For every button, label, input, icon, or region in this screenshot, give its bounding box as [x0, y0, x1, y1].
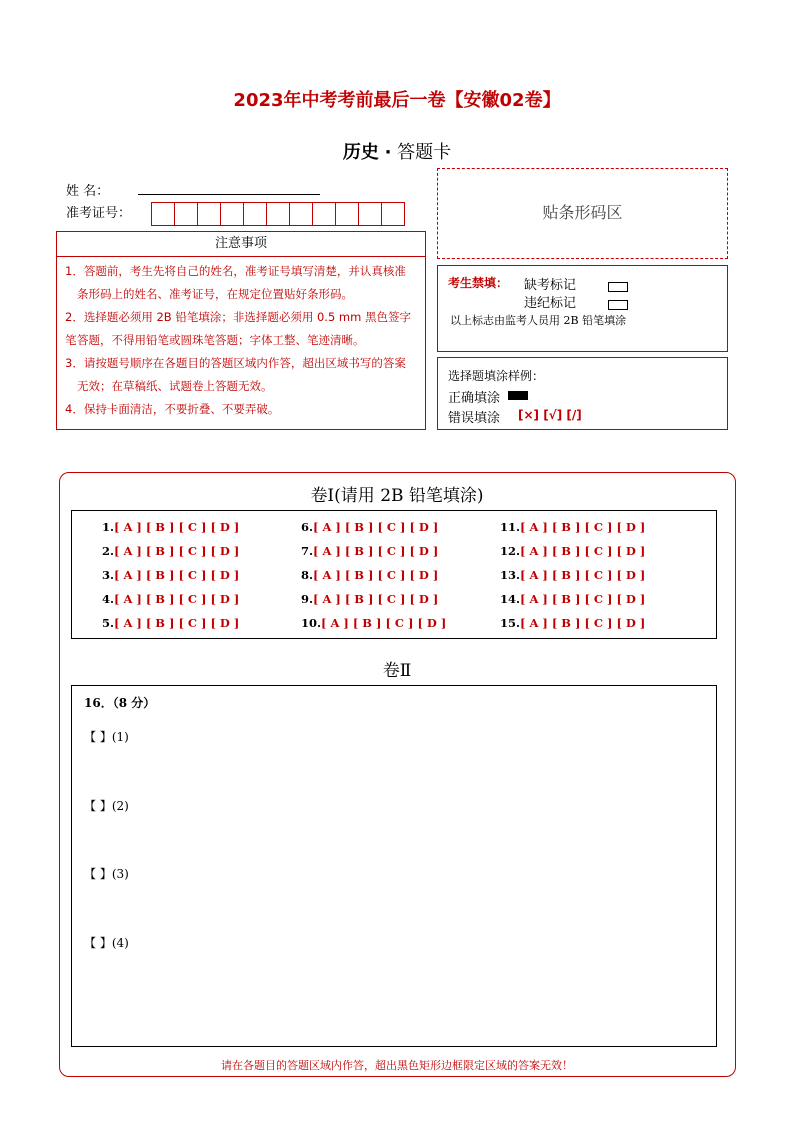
notice-line: 条形码上的姓名、准考证号，在规定位置贴好条形码。 [77, 287, 353, 301]
notice-line: 2．选择题必须用 2B 铅笔填涂；非选择题必须用 0.5 mm 黑色签字笔 [65, 310, 411, 347]
wrong-marks: [×] [√] [/] [518, 408, 582, 422]
mcq-question[interactable] [102, 520, 239, 534]
mcq-number: 2. [102, 544, 115, 558]
section2-title: 卷Ⅱ [382, 661, 412, 681]
mcq-options[interactable]: [ A ] [ B ] [ C ] [ D ] [114, 592, 240, 606]
absent-label: 缺考标记 [524, 278, 577, 293]
id-cell[interactable] [197, 202, 221, 226]
id-cell[interactable] [266, 202, 290, 226]
notice-heading: 注意事项 [57, 232, 425, 257]
notice-box [56, 231, 426, 430]
absent-markbox[interactable] [608, 276, 628, 295]
mcq-options[interactable]: [ A ] [ B ] [ C ] [ D ] [520, 544, 646, 558]
mcq-options[interactable]: [ A ] [ B ] [ C ] [ D ] [313, 544, 439, 558]
sample-label: 选择题填涂样例： [448, 369, 545, 383]
violation-markbox[interactable] [608, 294, 628, 313]
mcq-options[interactable]: [ A ] [ B ] [ C ] [ D ] [114, 568, 240, 582]
mcq-question[interactable] [301, 616, 446, 630]
mcq-options[interactable]: [ A ] [ B ] [ C ] [ D ] [313, 592, 439, 606]
id-cell[interactable] [220, 202, 244, 226]
mcq-options[interactable]: [ A ] [ B ] [ C ] [ D ] [520, 520, 646, 534]
mcq-options[interactable]: [ A ] [ B ] [ C ] [ D ] [114, 520, 240, 534]
mcq-options[interactable]: [ A ] [ B ] [ C ] [ D ] [520, 568, 646, 582]
name-field[interactable] [138, 193, 320, 195]
mcq-number: 12. [500, 544, 521, 558]
footer-warning: 请在各题目的答题区域内作答，超出黑色矩形边框限定区域的答案无效！ [221, 1059, 573, 1072]
id-cell[interactable] [151, 202, 175, 226]
violation-label: 违纪标记 [524, 296, 577, 311]
forbid-label: 考生禁填： [448, 276, 509, 290]
barcode-area: 贴条形码区 [437, 168, 728, 259]
q16-part: 【 】(4) [84, 936, 129, 950]
mcq-question[interactable] [301, 592, 438, 606]
q16-part: 【 】(3) [84, 867, 129, 881]
id-cell[interactable] [312, 202, 336, 226]
q16-part: 【 】(2) [84, 799, 129, 813]
mcq-number: 1. [102, 520, 115, 534]
mcq-question[interactable] [102, 544, 239, 558]
name-label: 姓 名： [66, 184, 110, 199]
id-cell[interactable] [174, 202, 198, 226]
mcq-options[interactable]: [ A ] [ B ] [ C ] [ D ] [520, 616, 646, 630]
q16-title: 16．（8 分） [84, 696, 156, 710]
mcq-number: 10. [301, 616, 322, 630]
mcq-number: 11. [500, 520, 521, 534]
mcq-grid [71, 510, 717, 639]
subject-name: 历史 [342, 142, 379, 163]
q16-part: 【 】(1) [84, 730, 129, 744]
mcq-question[interactable] [301, 568, 438, 582]
mcq-question[interactable] [500, 568, 645, 582]
notice-line: 答题，不得用铅笔或圆珠笔答题；字体工整、笔迹清晰。 [77, 333, 365, 347]
mcq-options[interactable]: [ A ] [ B ] [ C ] [ D ] [313, 520, 439, 534]
mcq-number: 6. [301, 520, 314, 534]
mcq-number: 7. [301, 544, 314, 558]
mcq-number: 4. [102, 592, 115, 606]
mcq-question[interactable] [500, 592, 645, 606]
page-title: 2023年中考考前最后一卷【安徽02卷】 [233, 90, 561, 111]
mcq-question[interactable] [301, 520, 438, 534]
mcq-number: 5. [102, 616, 115, 630]
correct-label: 正确填涂 [448, 391, 501, 406]
correct-fill-sample [508, 391, 528, 400]
id-cell[interactable] [358, 202, 382, 226]
id-cell[interactable] [243, 202, 267, 226]
forbid-note: 以上标志由监考人员用 2B 铅笔填涂 [450, 314, 627, 327]
subject-dot: · [384, 142, 392, 163]
essay-box[interactable] [71, 685, 717, 1047]
mcq-options[interactable]: [ A ] [ B ] [ C ] [ D ] [114, 544, 240, 558]
mcq-options[interactable]: [ A ] [ B ] [ C ] [ D ] [520, 592, 646, 606]
mcq-question[interactable] [500, 544, 645, 558]
forbid-box [437, 265, 728, 352]
notice-line: 1．答题前，考生先将自己的姓名，准考证号填写清楚，并认真核准 [65, 264, 406, 278]
mcq-options[interactable]: [ A ] [ B ] [ C ] [ D ] [114, 616, 240, 630]
notice-line: 无效；在草稿纸、试题卷上答题无效。 [77, 379, 273, 393]
notice-line: 3．请按题号顺序在各题目的答题区域内作答，超出区域书写的答案 [65, 356, 406, 370]
subject-title [0, 138, 794, 164]
id-cell[interactable] [289, 202, 313, 226]
mcq-number: 9. [301, 592, 314, 606]
mcq-number: 14. [500, 592, 521, 606]
mcq-question[interactable] [102, 592, 239, 606]
mcq-options[interactable]: [ A ] [ B ] [ C ] [ D ] [321, 616, 447, 630]
mcq-number: 15. [500, 616, 521, 630]
mcq-number: 3. [102, 568, 115, 582]
mcq-question[interactable] [500, 616, 645, 630]
section1-title: 卷Ⅰ(请用 2B 铅笔填涂) [310, 486, 484, 506]
wrong-label: 错误填涂 [448, 411, 501, 426]
sample-box [437, 357, 728, 430]
card-label: 答题卡 [397, 142, 452, 163]
mcq-number: 13. [500, 568, 521, 582]
mcq-question[interactable] [301, 544, 438, 558]
notice-line: 4．保持卡面清洁，不要折叠、不要弄破。 [65, 402, 280, 416]
mcq-number: 8. [301, 568, 314, 582]
exam-id-grid[interactable] [151, 202, 404, 226]
mcq-question[interactable] [500, 520, 645, 534]
id-cell[interactable] [381, 202, 405, 226]
mcq-question[interactable] [102, 616, 239, 630]
mcq-question[interactable] [102, 568, 239, 582]
id-cell[interactable] [335, 202, 359, 226]
exam-id-label: 准考证号： [66, 206, 132, 221]
mcq-options[interactable]: [ A ] [ B ] [ C ] [ D ] [313, 568, 439, 582]
